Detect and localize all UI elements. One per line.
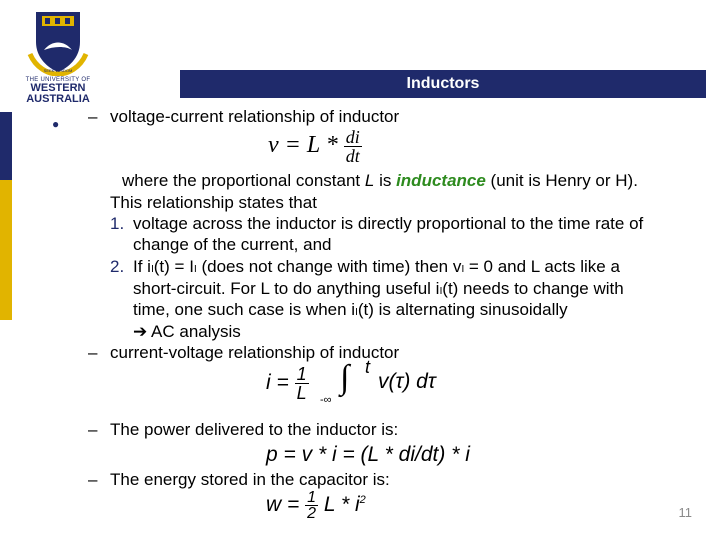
equation-rhs: L * i bbox=[323, 493, 360, 517]
fraction-denominator: dt bbox=[345, 146, 360, 166]
page-number: 11 bbox=[678, 505, 692, 520]
equation-integral bbox=[266, 365, 309, 402]
list-number-2: 2. bbox=[110, 257, 125, 276]
bullet-energy: The energy stored in the capacitor is: bbox=[110, 470, 390, 489]
fraction bbox=[344, 128, 362, 165]
equation-lhs: w = bbox=[266, 493, 300, 517]
equation-v-L-didt bbox=[268, 128, 362, 165]
text-fragment: is bbox=[374, 171, 397, 190]
fraction-numerator: di bbox=[345, 127, 360, 147]
list-item-2-line4: ➔ AC analysis bbox=[133, 322, 241, 341]
integral-sign: ∫ bbox=[340, 359, 350, 396]
inductance-definition bbox=[122, 171, 638, 191]
list-item-1-line1: voltage across the inductor is directly proportional to the time rate of bbox=[133, 214, 644, 233]
crest-icon bbox=[22, 10, 94, 76]
bullet-power: The power delivered to the inductor is: bbox=[110, 420, 399, 439]
fraction-denominator: L bbox=[296, 383, 307, 403]
motto-text: SEEK WISDOM bbox=[43, 68, 73, 73]
slide-title: Inductors bbox=[180, 70, 706, 98]
bullet-dash: – bbox=[88, 420, 98, 439]
bullet-dot-icon: ● bbox=[52, 117, 60, 131]
equation-lhs: v = L * bbox=[268, 132, 338, 159]
bullet-voltage-current: voltage-current relationship of inductor bbox=[110, 107, 400, 126]
fraction bbox=[295, 365, 309, 402]
relationship-statement: This relationship states that bbox=[110, 193, 317, 212]
logo-line-2: WESTERN bbox=[30, 82, 86, 94]
logo-line-1: THE UNIVERSITY OF bbox=[25, 77, 91, 83]
bullet-dash: – bbox=[88, 107, 98, 126]
list-item-2-line1: If iₗ(t) = Iₗ (does not change with time) then vₗ = 0 and L acts like a bbox=[133, 257, 620, 276]
integral-upper-limit: t bbox=[365, 357, 371, 377]
text-fragment: (unit is Henry or H). bbox=[485, 171, 638, 190]
text-fragment: where the proportional constant bbox=[122, 171, 365, 190]
fraction bbox=[305, 490, 318, 521]
integral-lower-limit: -∞ bbox=[320, 394, 332, 406]
equation-power: p = v * i = (L * di/dt) * i bbox=[266, 443, 470, 466]
fraction-numerator: 1 bbox=[307, 489, 317, 506]
list-item-1-line2: change of the current, and bbox=[133, 235, 332, 254]
sidebar-accent-blue bbox=[0, 112, 12, 180]
bullet-dash: – bbox=[88, 470, 98, 489]
bullet-current-voltage: current-voltage relationship of inductor bbox=[110, 343, 400, 362]
sidebar-accent-gold bbox=[0, 180, 12, 320]
list-number-1: 1. bbox=[110, 214, 125, 233]
integrand: v(τ) dτ bbox=[378, 370, 436, 393]
symbol-L: L bbox=[364, 171, 375, 190]
list-item-2-line3: time, one such case is when iₗ(t) is alternating sinusoidally bbox=[133, 300, 568, 319]
university-logo bbox=[22, 10, 94, 112]
equation-energy bbox=[266, 490, 366, 521]
fraction-numerator: 1 bbox=[296, 364, 307, 384]
logo-line-3: AUSTRALIA bbox=[26, 93, 90, 105]
equation-lhs: i = bbox=[266, 371, 289, 395]
list-item-2-line2: short-circuit. For L to do anything useful iₗ(t) needs to change with bbox=[133, 279, 624, 298]
exponent: 2 bbox=[359, 494, 366, 507]
bullet-dash: – bbox=[88, 343, 98, 362]
term-inductance: inductance bbox=[396, 171, 486, 190]
fraction-denominator: 2 bbox=[307, 505, 317, 522]
